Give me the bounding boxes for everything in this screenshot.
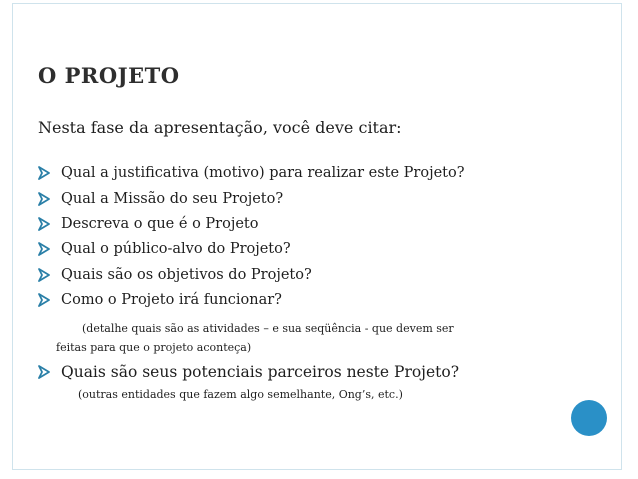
arrow-bullet-icon (38, 242, 50, 256)
arrow-bullet-icon (38, 217, 50, 231)
bullet-text: Quais são seus potenciais parceiros neste Projeto? (61, 363, 460, 381)
bullet-text: Qual a justificativa (motivo) para realizar este Projeto? (61, 165, 465, 181)
arrow-bullet-icon (38, 293, 50, 307)
bullet-text: Como o Projeto irá funcionar? (61, 292, 282, 308)
arrow-bullet-icon (38, 268, 50, 282)
decorative-circle (571, 400, 607, 436)
slide-title: O PROJETO (38, 63, 180, 88)
slide-intro: Nesta fase da apresentação, você deve citar: (38, 118, 402, 137)
note-atividades-line1: (detalhe quais são as atividades – e sua seqüência - que devem ser (82, 322, 454, 335)
bullet-text: Quais são os objetivos do Projeto? (61, 267, 312, 283)
bullet-text: Qual a Missão do seu Projeto? (61, 191, 284, 207)
arrow-bullet-icon (38, 166, 50, 180)
note-parceiros: (outras entidades que fazem algo semelhante, Ong’s, etc.) (78, 388, 403, 401)
arrow-bullet-icon (38, 365, 50, 379)
note-atividades-line2: feitas para que o projeto aconteça) (56, 341, 252, 354)
bullet-text: Descreva o que é o Projeto (61, 216, 259, 232)
arrow-bullet-icon (38, 192, 50, 206)
bullet-text: Qual o público-alvo do Projeto? (61, 241, 291, 257)
